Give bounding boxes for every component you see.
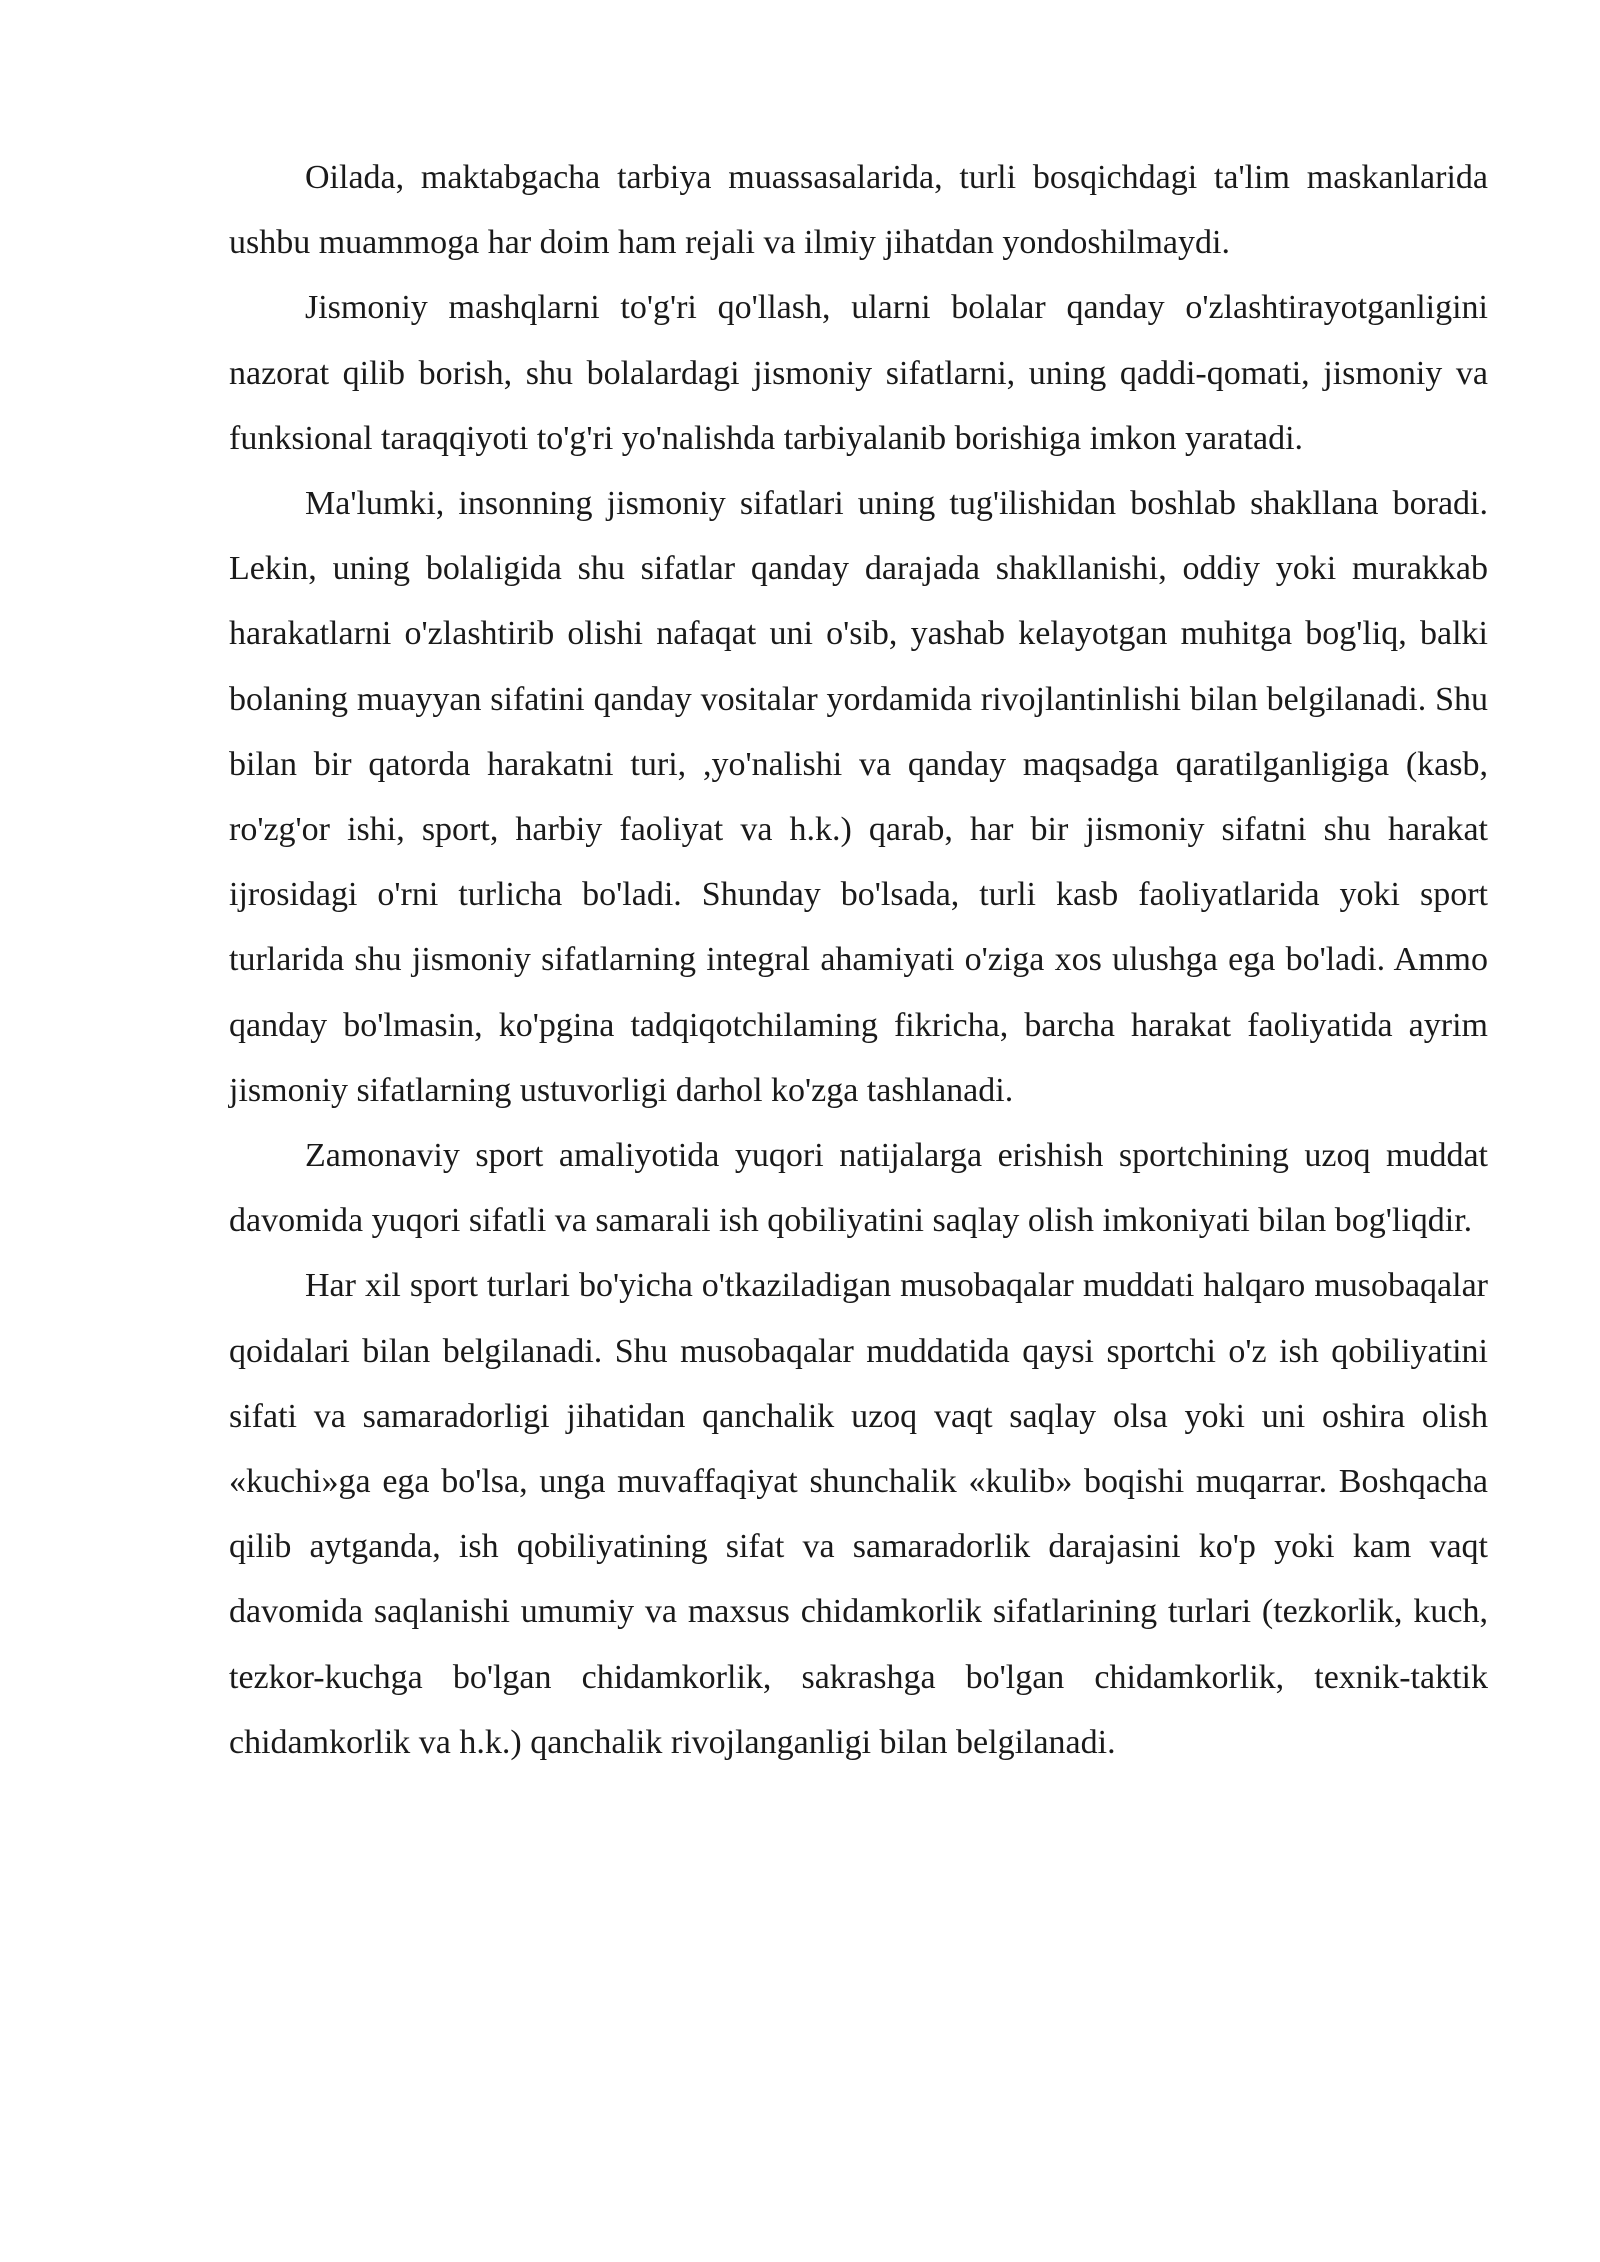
paragraph-3: Ma'lumki, insonning jismoniy sifatlari uning tug'ilishidan boshlab shakllana boradi. Lekin, uning bolaligida shu sifatlar qanday darajada shakllanishi, oddiy yoki murakkab harakatlarni o'zlashtirib olishi nafaqat uni o'sib, yashab kelayotgan muhitga bog'liq, balki bolaning muayyan sifatini qanday vositalar yordamida rivojlantinlishi bilan belgilanadi. Shu bilan bir qatorda harakatni turi, ,yo'nalishi va qanday maqsadga qaratilganligiga (kasb, ro'zg'or ishi, sport, harbiy faoliyat va h.k.) qarab, har bir jismoniy sifatni shu harakat ijrosidagi o'rni turlicha bo'ladi. Shunday bo'lsada, turli kasb faoliyatlarida yoki sport turlarida shu jismoniy sifatlarning integral ahamiyati o'ziga xos ulushga ega bo'ladi. Ammo qanday bo'lmasin, ko'pgina tadqiqotchilaming fikricha, barcha harakat faoliyatida ayrim jismoniy sifatlarning ustuvorligi darhol ko'zga tashlanadi. [229, 485, 1488, 1109]
paragraph-4: Zamonaviy sport amaliyotida yuqori natijalarga erishish sportchining uzoq muddat davomida yuqori sifatli va samarali ish qobiliyatini saqlay olish imkoniyati bilan bog'liqdir. [229, 1137, 1488, 1240]
paragraph-5: Har xil sport turlari bo'yicha o'tkaziladigan musobaqalar muddati halqaro musobaqalar qoidalari bilan belgilanadi. Shu musobaqalar muddatida qaysi sportchi o'z ish qobiliyatini sifati va samaradorligi jihatidan qanchalik uzoq vaqt saqlay olsa yoki uni oshira olish «kuchi»ga ega bo'lsa, unga muvaffaqiyat shunchalik «kulib» boqishi muqarrar. Boshqacha qilib aytganda, ish qobiliyatining sifat va samaradorlik darajasini ko'p yoki kam vaqt davomida saqlanishi umumiy va maxsus chidamkorlik sifatlarining turlari (tezkorlik, kuch, tezkor-kuchga bo'lgan chidamkorlik, sakrashga bo'lgan chidamkorlik, texnik-taktik chidamkorlik va h.k.) qanchalik rivojlanganligi bilan belgilanadi. [229, 1267, 1488, 1761]
paragraph-2: Jismoniy mashqlarni to'g'ri qo'llash, ularni bolalar qanday o'zlashtirayotganligini nazorat qilib borish, shu bolalardagi jismoniy sifatlarni, uning qaddi-qomati, jismoniy va funksional taraqqiyoti to'g'ri yo'nalishda tarbiyalanib borishiga imkon yaratadi. [229, 289, 1488, 457]
paragraph-1: Oilada, maktabgacha tarbiya muassasalarida, turli bosqichdagi ta'lim maskanlarida ushbu muammoga har doim ham rejali va ilmiy jihatdan yondoshilmaydi. [229, 159, 1488, 262]
document-body [229, 145, 1488, 1775]
